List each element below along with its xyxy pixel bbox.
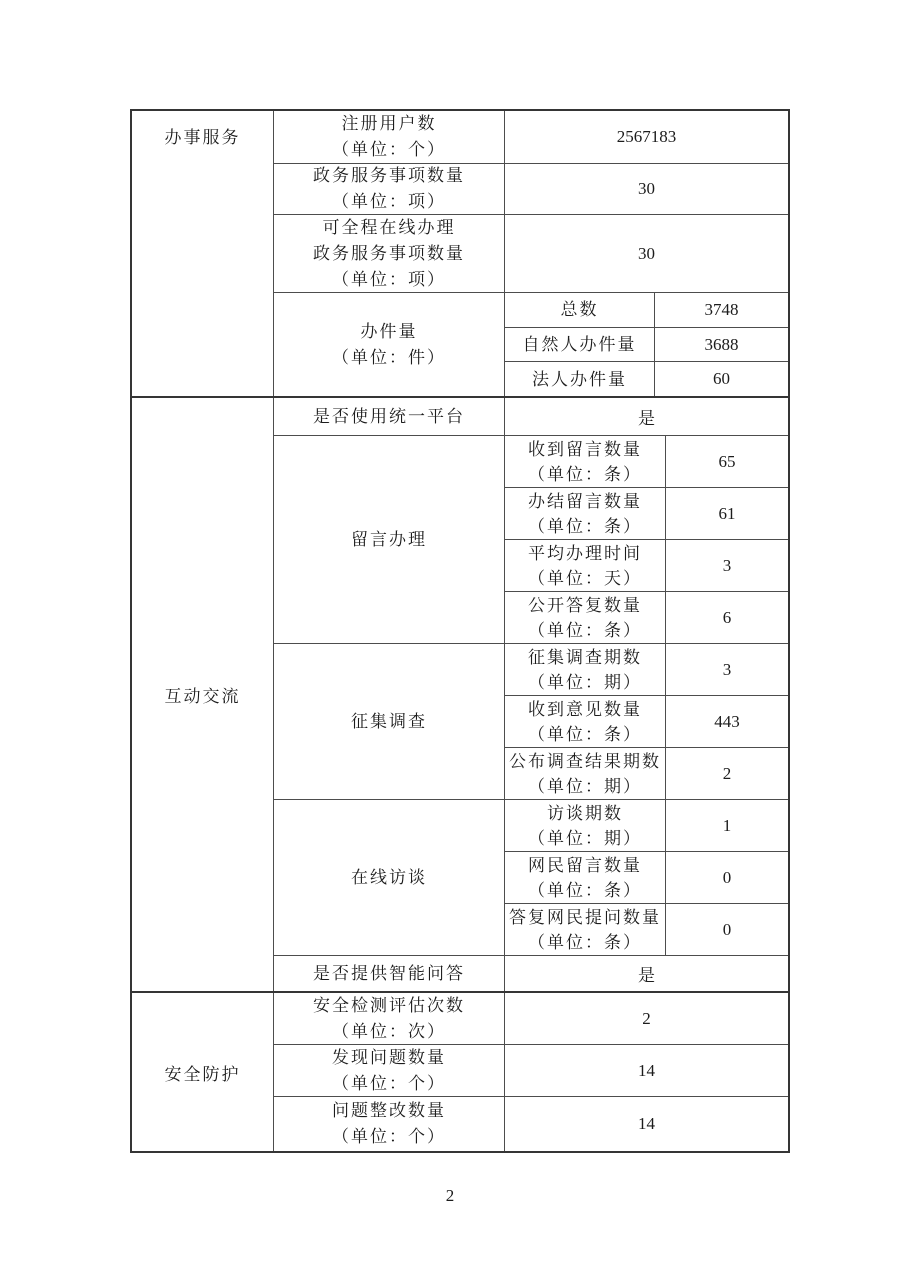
value: 是 bbox=[638, 409, 655, 428]
category-cell-interaction bbox=[132, 398, 274, 991]
value: 3 bbox=[722, 555, 732, 575]
sub-label-line: 办结留言数量 bbox=[528, 491, 642, 511]
sub-row bbox=[505, 293, 788, 328]
group-label-line: （单位：件） bbox=[332, 347, 446, 367]
item-label-line: （单位：次） bbox=[332, 1021, 446, 1041]
table-row-group bbox=[274, 436, 788, 644]
item-label-cell bbox=[274, 956, 505, 991]
item-label-line: （单位：个） bbox=[332, 1127, 446, 1146]
sub-row bbox=[505, 540, 788, 592]
sub-value-cell bbox=[666, 488, 788, 539]
sub-label-cell bbox=[505, 592, 666, 643]
sub-label-line: （单位：条） bbox=[528, 880, 642, 900]
category-label: 互动交流 bbox=[164, 687, 241, 706]
category-label: 安全防护 bbox=[164, 1064, 241, 1084]
sub-row bbox=[505, 592, 788, 643]
category-label: 办事服务 bbox=[164, 128, 241, 147]
value: 443 bbox=[714, 711, 740, 731]
sub-label-cell bbox=[505, 696, 666, 747]
value: 0 bbox=[722, 919, 732, 939]
value: 30 bbox=[638, 243, 655, 263]
sub-label-line: （单位：条） bbox=[528, 724, 642, 744]
group-label-cell bbox=[274, 436, 505, 643]
value-cell bbox=[505, 956, 788, 991]
item-label-line: 问题整改数量 bbox=[332, 1101, 446, 1120]
table-row bbox=[274, 215, 788, 293]
table-row bbox=[274, 111, 788, 164]
sub-label-cell bbox=[505, 852, 666, 903]
table-row bbox=[274, 398, 788, 436]
sub-label-cell bbox=[505, 488, 666, 539]
page-number: 2 bbox=[445, 1186, 455, 1205]
sub-row bbox=[505, 644, 788, 696]
sub-label-cell bbox=[505, 644, 666, 695]
statistics-table bbox=[130, 109, 790, 1153]
value-cell bbox=[505, 1045, 788, 1096]
sub-label-line: （单位：期） bbox=[528, 828, 642, 848]
value: 60 bbox=[713, 369, 730, 389]
value: 61 bbox=[718, 503, 736, 523]
sub-value-cell bbox=[655, 362, 788, 396]
value: 14 bbox=[638, 1060, 655, 1080]
sub-label-line: 平均办理时间 bbox=[528, 543, 642, 563]
item-label-line: 政务服务事项数量 bbox=[313, 243, 465, 263]
sub-row bbox=[505, 748, 788, 799]
sub-value-cell bbox=[666, 436, 788, 487]
sub-label-line: 自然人办件量 bbox=[522, 335, 637, 354]
sub-value-cell bbox=[666, 540, 788, 591]
table-row-group bbox=[274, 800, 788, 956]
group-label-line: 征集调查 bbox=[351, 711, 427, 731]
item-label-line: 是否提供智能问答 bbox=[313, 963, 465, 983]
sub-value-cell bbox=[666, 748, 788, 799]
sub-label-line: 法人办件量 bbox=[532, 369, 627, 389]
value-cell bbox=[505, 111, 788, 163]
group-label-cell bbox=[274, 800, 505, 955]
item-label-line: 政务服务事项数量 bbox=[313, 166, 465, 185]
group-label-cell bbox=[274, 644, 505, 799]
sub-label-line: 征集调查期数 bbox=[528, 647, 642, 667]
sub-label-line: 答复网民提问数量 bbox=[509, 907, 661, 927]
group-label-cell bbox=[274, 293, 505, 396]
section-security bbox=[132, 993, 788, 1151]
sub-value-cell bbox=[666, 592, 788, 643]
sub-label-cell bbox=[505, 293, 655, 327]
item-label-cell bbox=[274, 398, 505, 435]
section-service bbox=[132, 111, 788, 398]
section-interaction bbox=[132, 398, 788, 993]
item-label-line: 发现问题数量 bbox=[332, 1047, 446, 1067]
item-label-cell bbox=[274, 1097, 505, 1151]
sub-label-cell bbox=[505, 436, 666, 487]
sub-label-line: 访谈期数 bbox=[547, 803, 623, 823]
value: 2 bbox=[722, 763, 732, 783]
sub-value-cell bbox=[666, 852, 788, 903]
sub-row bbox=[505, 436, 788, 488]
sub-table bbox=[505, 293, 788, 396]
table-row bbox=[274, 164, 788, 215]
value: 3748 bbox=[704, 299, 739, 319]
sub-label-line: 公开答复数量 bbox=[528, 595, 642, 615]
value: 3 bbox=[722, 659, 732, 679]
item-label-cell bbox=[274, 993, 505, 1044]
item-label-cell bbox=[274, 215, 505, 292]
sub-label-line: （单位：条） bbox=[528, 464, 642, 484]
sub-row bbox=[505, 800, 788, 852]
sub-label-line: （单位：期） bbox=[528, 776, 642, 796]
table-row-group bbox=[274, 293, 788, 396]
sub-label-line: 网民留言数量 bbox=[528, 855, 642, 875]
item-label-cell bbox=[274, 111, 505, 163]
value: 2567183 bbox=[616, 127, 677, 146]
value: 1 bbox=[722, 815, 732, 835]
item-label-line: 是否使用统一平台 bbox=[313, 406, 465, 426]
item-label-line: （单位：项） bbox=[332, 269, 446, 289]
sub-row bbox=[505, 328, 788, 363]
value-cell bbox=[505, 1097, 788, 1151]
item-label-line: （单位：项） bbox=[332, 192, 446, 211]
value: 14 bbox=[638, 1114, 655, 1133]
sub-label-line: 收到留言数量 bbox=[528, 439, 642, 459]
value-cell bbox=[505, 164, 788, 214]
category-cell-security bbox=[132, 993, 274, 1151]
sub-label-line: 收到意见数量 bbox=[528, 699, 642, 719]
sub-label-line: 公布调查结果期数 bbox=[509, 751, 661, 771]
section-body bbox=[274, 111, 788, 396]
item-label-line: 注册用户数 bbox=[341, 114, 437, 133]
table-row bbox=[274, 956, 788, 991]
sub-row bbox=[505, 488, 788, 540]
value-cell bbox=[505, 993, 788, 1044]
category-cell-service bbox=[132, 111, 274, 396]
group-label-line: 办件量 bbox=[360, 321, 418, 341]
value: 65 bbox=[718, 451, 736, 471]
section-body bbox=[274, 398, 788, 991]
sub-value-cell bbox=[666, 696, 788, 747]
value: 3688 bbox=[704, 334, 739, 354]
sub-table bbox=[505, 436, 788, 643]
sub-label-cell bbox=[505, 540, 666, 591]
sub-table bbox=[505, 644, 788, 799]
sub-row bbox=[505, 696, 788, 748]
sub-label-line: （单位：条） bbox=[528, 932, 642, 952]
sub-label-cell bbox=[505, 800, 666, 851]
sub-label-cell bbox=[505, 904, 666, 955]
sub-label-line: （单位：条） bbox=[528, 620, 642, 640]
table-row bbox=[274, 993, 788, 1045]
value: 是 bbox=[638, 966, 655, 985]
sub-label-cell bbox=[505, 748, 666, 799]
sub-label-cell bbox=[505, 328, 655, 362]
group-label-line: 留言办理 bbox=[351, 529, 427, 549]
item-label-cell bbox=[274, 164, 505, 214]
sub-value-cell bbox=[655, 328, 788, 362]
sub-value-cell bbox=[655, 293, 788, 327]
sub-label-line: 总数 bbox=[560, 300, 599, 320]
item-label-line: 安全检测评估次数 bbox=[313, 995, 465, 1015]
section-body bbox=[274, 993, 788, 1151]
sub-value-cell bbox=[666, 800, 788, 851]
sub-row bbox=[505, 852, 788, 904]
item-label-line: （单位：个） bbox=[332, 140, 446, 159]
value-cell bbox=[505, 215, 788, 292]
group-label-line: 在线访谈 bbox=[351, 867, 427, 887]
sub-label-cell bbox=[505, 362, 655, 396]
sub-label-line: （单位：期） bbox=[528, 672, 642, 692]
sub-label-line: （单位：天） bbox=[528, 568, 642, 588]
sub-table bbox=[505, 800, 788, 955]
value: 0 bbox=[722, 867, 732, 887]
sub-value-cell bbox=[666, 904, 788, 955]
value: 6 bbox=[722, 607, 732, 627]
table-row bbox=[274, 1097, 788, 1151]
value: 30 bbox=[638, 179, 655, 198]
item-label-cell bbox=[274, 1045, 505, 1096]
value: 2 bbox=[642, 1008, 651, 1028]
table-row bbox=[274, 1045, 788, 1097]
sub-row bbox=[505, 362, 788, 396]
table-row-group bbox=[274, 644, 788, 800]
item-label-line: 可全程在线办理 bbox=[322, 217, 456, 237]
value-cell bbox=[505, 398, 788, 435]
sub-value-cell bbox=[666, 644, 788, 695]
item-label-line: （单位：个） bbox=[332, 1073, 446, 1093]
sub-label-line: （单位：条） bbox=[528, 516, 642, 536]
sub-row bbox=[505, 904, 788, 955]
